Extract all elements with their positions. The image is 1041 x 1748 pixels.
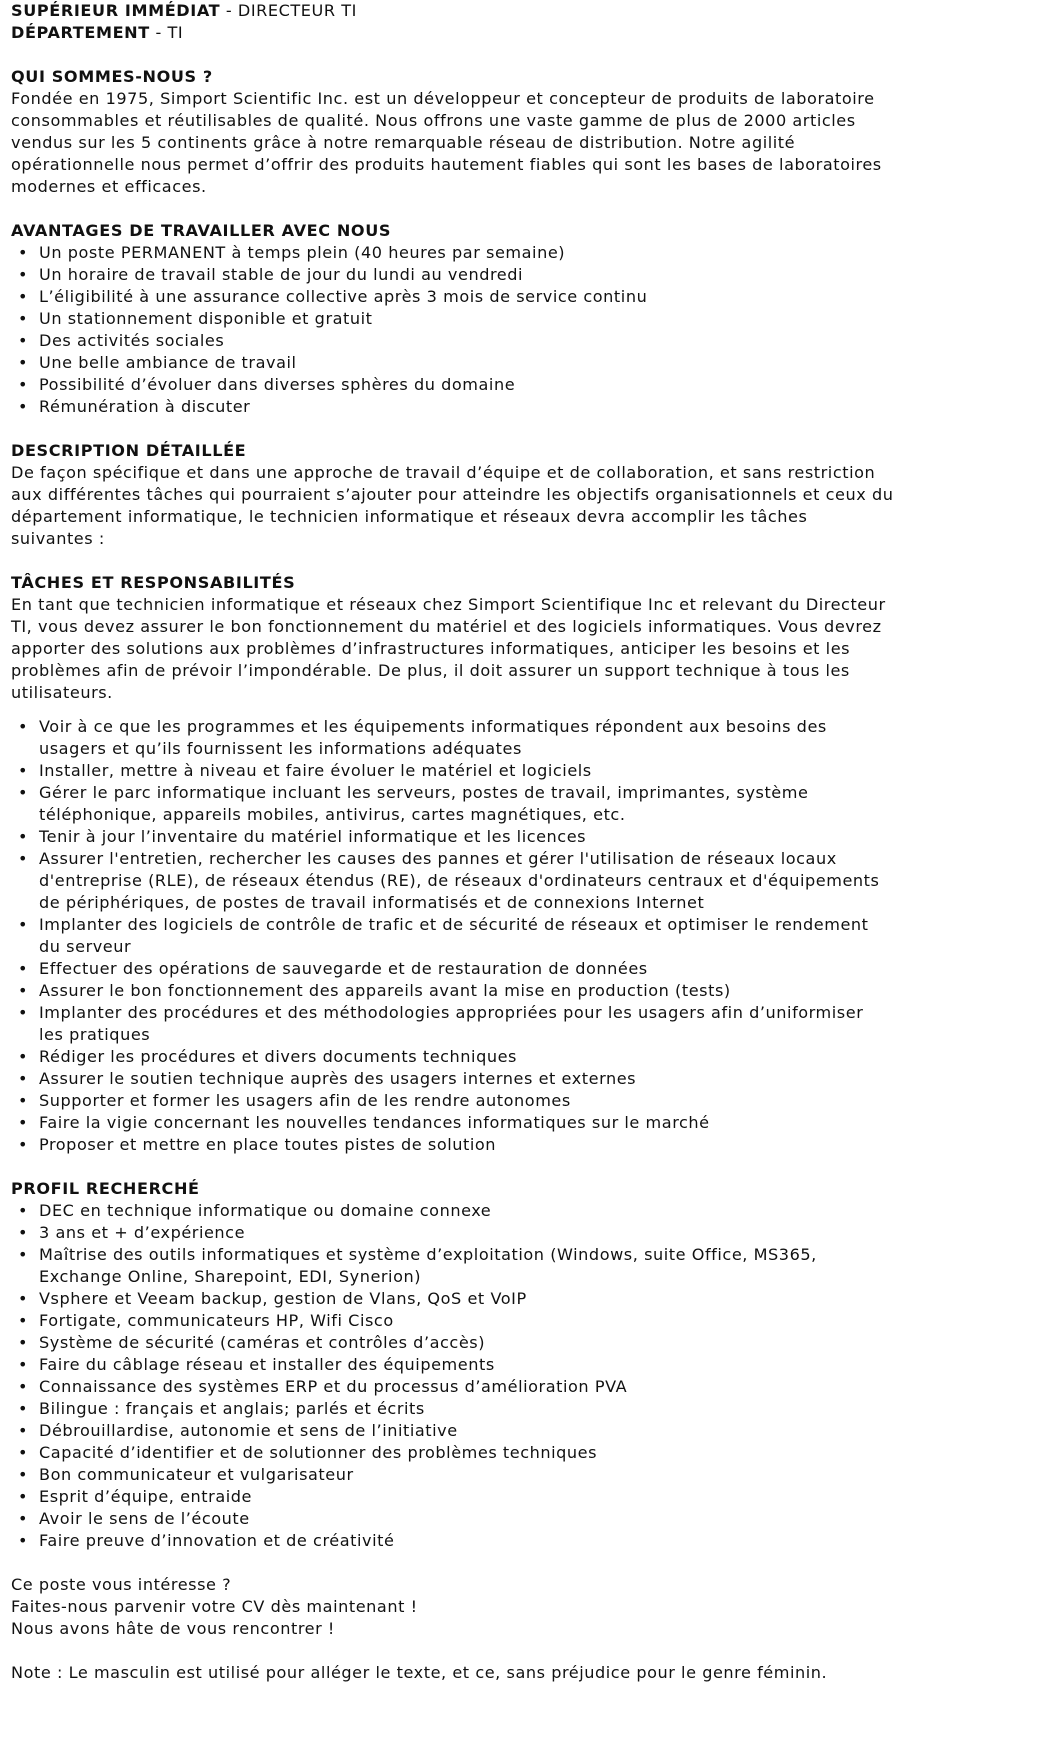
bullet-icon: •: [17, 1509, 29, 1528]
bullet-icon: •: [17, 1289, 29, 1308]
list-item: [11, 1002, 1041, 1046]
list-item-text: Vsphere et Veeam backup, gestion de Vlans, QoS et VoIP: [39, 1289, 527, 1308]
bullet-icon: •: [17, 353, 29, 372]
list-item-text: Gérer le parc informatique incluant les serveurs, postes de travail, imprimantes, système: [39, 783, 809, 802]
list-item-text: téléphonique, appareils mobiles, antivirus, cartes magnétiques, etc.: [39, 805, 626, 824]
bullet-icon: •: [17, 1201, 29, 1220]
list-item-text: Système de sécurité (caméras et contrôles d’accès): [39, 1333, 486, 1352]
list-item: [11, 958, 1041, 980]
list-item: • Un poste PERMANENT à temps plein (40 heures par semaine): [17, 243, 566, 262]
description-line: De façon spécifique et dans une approche de travail d’équipe et de collaboration, et sans restriction: [11, 463, 876, 482]
bullet-icon: •: [17, 1047, 29, 1066]
bullet-icon: •: [17, 717, 29, 736]
about-line: modernes et efficaces.: [11, 177, 207, 196]
closing-line: Nous avons hâte de vous rencontrer !: [11, 1619, 335, 1638]
tasks-intro-line: problèmes afin de prévoir l’impondérable. De plus, il doit assurer un support technique à tous les: [11, 661, 850, 680]
bullet-icon: •: [17, 397, 29, 416]
list-item-text: Assurer le soutien technique auprès des usagers internes et externes: [39, 1069, 637, 1088]
bullet-icon: •: [17, 915, 29, 934]
list-item: [11, 1486, 1041, 1508]
list-item-text: de périphériques, de postes de travail informatisés et de connexions Internet: [39, 893, 705, 912]
bullet-icon: •: [17, 1135, 29, 1154]
bullet-icon: •: [17, 981, 29, 1000]
list-item-text: Installer, mettre à niveau et faire évoluer le matériel et logiciels: [39, 761, 592, 780]
about-paragraph: [11, 88, 1041, 198]
list-item-text: Esprit d’équipe, entraide: [39, 1487, 252, 1506]
list-item-text: Bon communicateur et vulgarisateur: [39, 1465, 354, 1484]
list-item-text: Exchange Online, Sharepoint, EDI, Synerion): [39, 1267, 422, 1286]
closing-line: Ce poste vous intéresse ?: [11, 1575, 232, 1594]
list-item: [11, 1068, 1041, 1090]
bullet-icon: •: [17, 243, 29, 262]
list-item-text: Rédiger les procédures et divers documents techniques: [39, 1047, 517, 1066]
list-item: [11, 1112, 1041, 1134]
list-item: [11, 1508, 1041, 1530]
list-item-text: Maîtrise des outils informatiques et système d’exploitation (Windows, suite Office, MS365,: [39, 1245, 817, 1264]
bullet-icon: •: [17, 1245, 29, 1264]
bullet-icon: •: [17, 1223, 29, 1242]
list-item: [11, 1046, 1041, 1068]
bullet-icon: •: [17, 331, 29, 350]
bullet-icon: •: [17, 1113, 29, 1132]
bullet-icon: •: [17, 1311, 29, 1330]
bullet-icon: •: [17, 375, 29, 394]
list-item: [11, 1354, 1041, 1376]
list-item: • Des activités sociales: [17, 331, 225, 350]
list-item-text: 3 ans et + d’expérience: [39, 1223, 246, 1242]
list-item: • Rémunération à discuter: [17, 397, 251, 416]
list-item: • Un horaire de travail stable de jour du lundi au vendredi: [17, 265, 524, 284]
tasks-intro-line: En tant que technicien informatique et réseaux chez Simport Scientifique Inc et relevant du Directeur: [11, 595, 886, 614]
list-item-text: Assurer le bon fonctionnement des appareils avant la mise en production (tests): [39, 981, 731, 1000]
list-item-text: Tenir à jour l’inventaire du matériel informatique et les licences: [39, 827, 587, 846]
bullet-icon: •: [17, 1091, 29, 1110]
tasks-section: [11, 572, 1041, 1156]
gender-note: Note : Le masculin est utilisé pour alléger le texte, et ce, sans préjudice pour le genre féminin.: [11, 1663, 828, 1682]
department-value: - TI: [149, 23, 184, 42]
tasks-title: TÂCHES ET RESPONSABILITÉS: [11, 573, 296, 592]
list-item-text: Bilingue : français et anglais; parlés et écrits: [39, 1399, 425, 1418]
description-line: suivantes :: [11, 529, 105, 548]
list-item: [11, 1134, 1041, 1156]
benefits-section: [11, 220, 1041, 418]
list-item-text: Voir à ce que les programmes et les équipements informatiques répondent aux besoins des: [39, 717, 827, 736]
list-item-text: Faire preuve d’innovation et de créativité: [39, 1531, 395, 1550]
bullet-icon: •: [17, 1487, 29, 1506]
list-item-text: Proposer et mettre en place toutes pistes de solution: [39, 1135, 497, 1154]
list-item: [11, 1310, 1041, 1332]
list-item: [11, 1200, 1041, 1222]
list-item-text: Débrouillardise, autonomie et sens de l’initiative: [39, 1421, 458, 1440]
description-title: DESCRIPTION DÉTAILLÉE: [11, 441, 247, 460]
list-item-text: usagers et qu’ils fournissent les informations adéquates: [39, 739, 522, 758]
description-line: département informatique, le technicien informatique et réseaux devra accomplir les tâches: [11, 507, 808, 526]
list-item: [11, 1420, 1041, 1442]
bullet-icon: •: [17, 783, 29, 802]
list-item-text: Implanter des logiciels de contrôle de trafic et de sécurité de réseaux et optimiser le rendement: [39, 915, 869, 934]
list-item-text: Capacité d’identifier et de solutionner des problèmes techniques: [39, 1443, 598, 1462]
bullet-icon: •: [17, 1531, 29, 1550]
list-item: [11, 1288, 1041, 1310]
bullet-icon: •: [17, 959, 29, 978]
bullet-icon: •: [17, 1069, 29, 1088]
bullet-icon: •: [17, 849, 29, 868]
bullet-icon: •: [17, 1399, 29, 1418]
description-line: aux différentes tâches qui pourraient s’ajouter pour atteindre les objectifs organisationnels et ceux du: [11, 485, 894, 504]
list-item: [11, 1398, 1041, 1420]
list-item: [11, 1530, 1041, 1552]
bullet-icon: •: [17, 1355, 29, 1374]
tasks-intro-line: utilisateurs.: [11, 683, 113, 702]
list-item-text: Effectuer des opérations de sauvegarde et de restauration de données: [39, 959, 648, 978]
bullet-icon: •: [17, 1377, 29, 1396]
list-item-text: DEC en technique informatique ou domaine connexe: [39, 1201, 492, 1220]
department-line: [11, 22, 1041, 44]
closing-section: [11, 1574, 1041, 1684]
about-section: [11, 66, 1041, 198]
description-section: [11, 440, 1041, 550]
list-item-text: Faire la vigie concernant les nouvelles tendances informatiques sur le marché: [39, 1113, 710, 1132]
list-item-text: les pratiques: [39, 1025, 151, 1044]
list-item: [11, 1442, 1041, 1464]
profile-title: PROFIL RECHERCHÉ: [11, 1179, 200, 1198]
list-item: [11, 1244, 1041, 1288]
list-item-text: Fortigate, communicateurs HP, Wifi Cisco: [39, 1311, 394, 1330]
bullet-icon: •: [17, 1443, 29, 1462]
list-item-text: d'entreprise (RLE), de réseaux étendus (RE), de réseaux d'ordinateurs centraux et d'équipements: [39, 871, 880, 890]
about-line: opérationnelle nous permet d’offrir des produits hautement fiables qui sont les bases de laboratoires: [11, 155, 882, 174]
list-item-text: Implanter des procédures et des méthodologies appropriées pour les usagers afin d’uniformiser: [39, 1003, 864, 1022]
about-line: vendus sur les 5 continents grâce à notre remarquable réseau de distribution. Notre agilité: [11, 133, 796, 152]
bullet-icon: •: [17, 1003, 29, 1022]
about-line: Fondée en 1975, Simport Scientific Inc. est un développeur et concepteur de produits de laboratoire: [11, 89, 875, 108]
bullet-icon: •: [17, 1421, 29, 1440]
bullet-icon: •: [17, 265, 29, 284]
list-item-text: du serveur: [39, 937, 132, 956]
superior-line: [11, 0, 1041, 22]
profile-list: [11, 1200, 1041, 1552]
bullet-icon: •: [17, 1465, 29, 1484]
profile-section: [11, 1178, 1041, 1552]
list-item-text: Avoir le sens de l’écoute: [39, 1509, 250, 1528]
list-item: [11, 826, 1041, 848]
list-item: [11, 980, 1041, 1002]
superior-value: - DIRECTEUR TI: [220, 1, 357, 20]
closing-line: Faites-nous parvenir votre CV dès maintenant !: [11, 1597, 418, 1616]
list-item: [11, 760, 1041, 782]
benefits-list: [11, 242, 1041, 418]
tasks-intro-line: apporter des solutions aux problèmes d’infrastructures informatiques, anticiper les besoins et les: [11, 639, 851, 658]
list-item: • Possibilité d’évoluer dans diverses sphères du domaine: [17, 375, 516, 394]
about-title: QUI SOMMES-NOUS ?: [11, 67, 213, 86]
bullet-icon: •: [17, 827, 29, 846]
list-item-text: Faire du câblage réseau et installer des équipements: [39, 1355, 495, 1374]
department-label: DÉPARTEMENT: [11, 23, 150, 42]
list-item-text: Supporter et former les usagers afin de les rendre autonomes: [39, 1091, 571, 1110]
bullet-icon: •: [17, 309, 29, 328]
list-item: [11, 848, 1041, 914]
tasks-list: [11, 716, 1041, 1156]
benefits-title: AVANTAGES DE TRAVAILLER AVEC NOUS: [11, 221, 392, 240]
bullet-icon: •: [17, 287, 29, 306]
list-item: [11, 782, 1041, 826]
bullet-icon: •: [17, 761, 29, 780]
list-item-text: Assurer l'entretien, rechercher les causes des pannes et gérer l'utilisation de réseaux locaux: [39, 849, 837, 868]
about-line: consommables et réutilisables de qualité. Nous offrons une vaste gamme de plus de 2000 articles: [11, 111, 856, 130]
list-item: [11, 1222, 1041, 1244]
list-item: • Une belle ambiance de travail: [17, 353, 297, 372]
tasks-intro-line: TI, vous devez assurer le bon fonctionnement du matériel et des logiciels informatiques. Vous devrez: [11, 617, 882, 636]
superior-label: SUPÉRIEUR IMMÉDIAT: [11, 1, 221, 20]
list-item: [11, 1090, 1041, 1112]
list-item: [11, 914, 1041, 958]
list-item: • Un stationnement disponible et gratuit: [17, 309, 373, 328]
list-item-text: Connaissance des systèmes ERP et du processus d’amélioration PVA: [39, 1377, 628, 1396]
list-item: [11, 1376, 1041, 1398]
list-item: • L’éligibilité à une assurance collective après 3 mois de service continu: [17, 287, 648, 306]
list-item: [11, 1332, 1041, 1354]
list-item: [11, 716, 1041, 760]
bullet-icon: •: [17, 1333, 29, 1352]
list-item: [11, 1464, 1041, 1486]
